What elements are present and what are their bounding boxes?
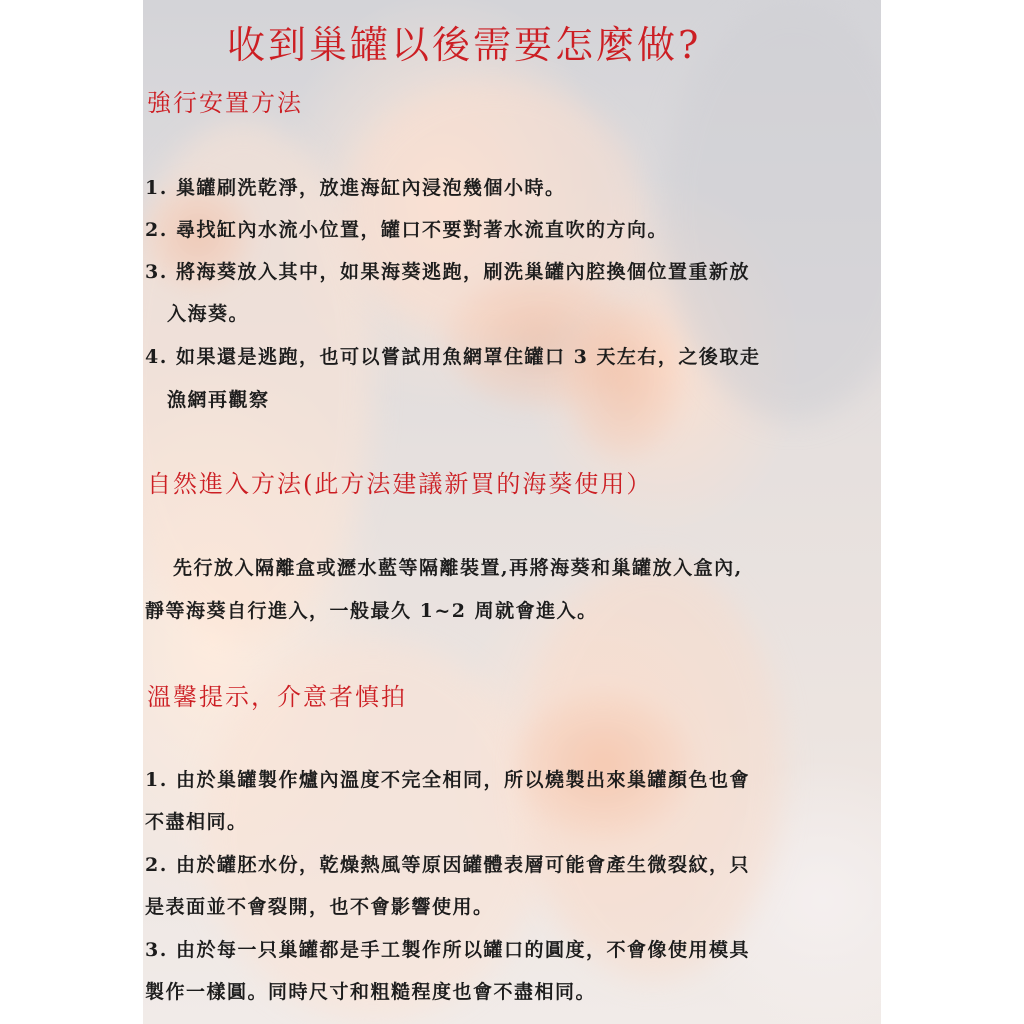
tip-line: 是表面並不會裂開，也不會影響使用。 [145,896,494,918]
tip-line: 製作一樣圓。同時尺寸和粗糙程度也會不盡相同。 [145,981,597,1003]
instruction-line: 入海葵。 [167,303,250,325]
instruction-line: 漁網再觀察 [167,389,270,411]
instruction-line: 2. 尋找缸內水流小位置，罐口不要對著水流直吹的方向。 [145,219,668,241]
section-heading-tips: 溫馨提示，介意者慎拍 [147,683,407,711]
instruction-line: 靜等海葵自行進入，一般最久 1~2 周就會進入。 [145,600,598,622]
tip-line: 1. 由於巢罐製作爐內溫度不完全相同，所以燒製出來巢罐顏色也會 [145,769,750,791]
tip-line: 3. 由於每一只巢罐都是手工製作所以罐口的圓度，不會像使用模具 [145,939,750,961]
clownfish-blur [563,300,683,460]
instruction-line: 1. 巢罐刷洗乾淨，放進海缸內浸泡幾個小時。 [145,177,566,199]
instruction-line: 先行放入隔離盒或瀝水藍等隔離裝置,再將海葵和巢罐放入盒內, [173,557,743,579]
instruction-line: 3. 將海葵放入其中，如果海葵逃跑，刷洗巢罐內腔換個位置重新放 [145,261,750,283]
section-heading-forced-placement: 強行安置方法 [147,89,303,117]
page-title: 收到巢罐以後需要怎麼做? [227,23,702,67]
section-heading-natural-entry: 自然進入方法(此方法建議新買的海葵使用） [147,470,653,498]
tip-line: 不盡相同。 [145,811,248,833]
instruction-line: 4. 如果還是逃跑，也可以嘗試用魚網罩住罐口 3 天左右，之後取走 [145,346,761,368]
content-panel [143,0,881,1024]
tip-line: 2. 由於罐胚水份，乾燥熱風等原因罐體表層可能會產生微裂紋，只 [145,854,750,876]
